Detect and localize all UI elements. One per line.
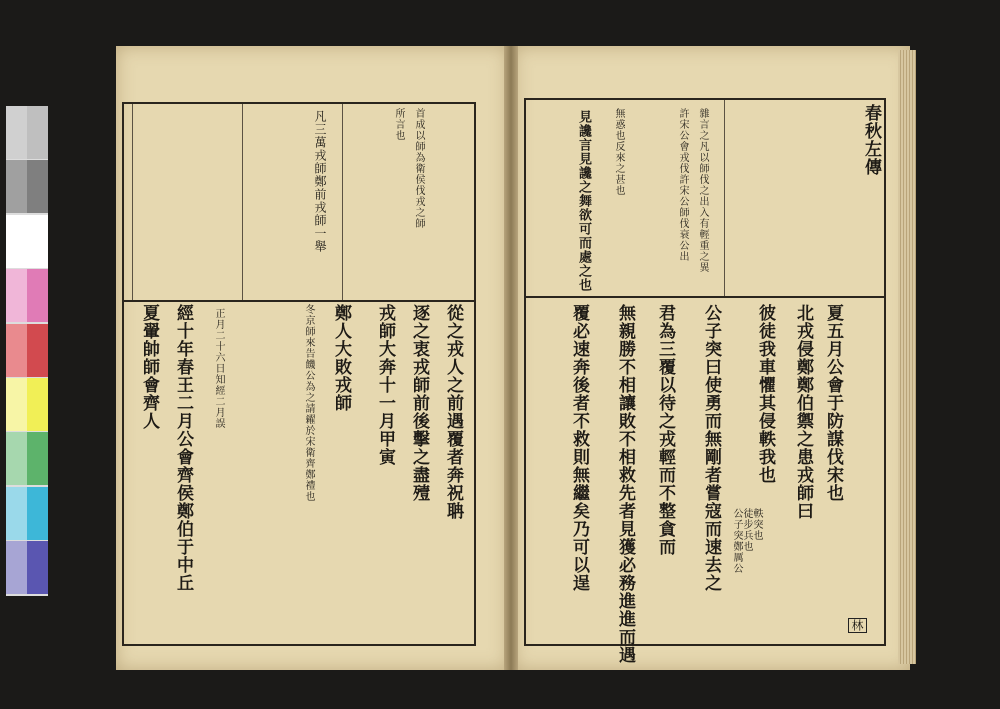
text-column: 夏翬帥師會齊人 bbox=[139, 304, 159, 430]
color-swatch bbox=[27, 160, 48, 213]
book-spine bbox=[504, 46, 518, 670]
color-swatch bbox=[6, 269, 27, 322]
text-column: 冬京師來告饑公為之請糴於宋衛齊鄭禮也 bbox=[303, 304, 314, 502]
color-swatch bbox=[27, 106, 48, 159]
color-swatch bbox=[6, 487, 27, 540]
color-swatch bbox=[6, 215, 27, 268]
commentary-tag: 林 bbox=[848, 618, 867, 633]
color-swatch bbox=[27, 269, 48, 322]
color-swatch bbox=[6, 541, 27, 594]
color-swatch bbox=[27, 378, 48, 431]
left-rule bbox=[242, 104, 243, 300]
small-note: 徒步兵也 bbox=[741, 508, 752, 552]
text-column: 覆必速奔後者不救則無繼矣乃可以逞 bbox=[569, 304, 589, 592]
page-edges bbox=[898, 50, 916, 664]
color-swatch bbox=[27, 487, 48, 540]
note-column: 許宋公會戎伐許宋公師伐衰公出 bbox=[677, 108, 688, 262]
left-rule bbox=[342, 104, 343, 300]
color-swatch bbox=[27, 324, 48, 377]
color-swatch bbox=[27, 215, 48, 268]
note-column: 凡三萬戎師鄭前戎師一舉 bbox=[313, 110, 327, 253]
color-swatch bbox=[6, 378, 27, 431]
small-note: 正月二十六日知經二月誤 bbox=[213, 308, 224, 429]
left-page-divider bbox=[122, 300, 476, 302]
open-book bbox=[112, 38, 920, 678]
color-swatch bbox=[6, 432, 27, 485]
text-column: 從之戎人之前遇覆者奔祝聃 bbox=[443, 304, 463, 520]
small-note: 公子突鄭厲公 bbox=[731, 508, 742, 574]
text-column: 戎師大奔十一月甲寅 bbox=[375, 304, 395, 466]
color-swatch bbox=[6, 324, 27, 377]
text-column: 君為三覆以待之戎輕而不整貪而 bbox=[655, 304, 675, 556]
note-column: 見讒言見讒之舞欲可而處之也 bbox=[576, 110, 591, 292]
small-note: 軼突也 bbox=[751, 508, 762, 541]
note-column: 首成以師為衛侯伐戎之師 bbox=[413, 108, 424, 229]
left-rule bbox=[132, 104, 133, 300]
note-column: 雜言之凡以師伐之出入有輕重之異 bbox=[697, 108, 708, 273]
right-rule bbox=[724, 100, 725, 296]
text-column: 無親勝不相讓敗不相救先者見獲必務進進而遇 bbox=[615, 304, 635, 664]
text-column: 經十年春王二月公會齊侯鄭伯于中丘 bbox=[173, 304, 193, 592]
text-column: 公子突曰使勇而無剛者嘗寇而速去之 bbox=[701, 304, 721, 592]
right-page-divider bbox=[524, 296, 886, 298]
text-column: 夏五月公會于防謀伐宋也 bbox=[823, 304, 843, 502]
text-column: 彼徒我車懼其侵軼我也 bbox=[755, 304, 775, 484]
text-column: 鄭人大敗戎師 bbox=[331, 304, 351, 412]
color-swatch bbox=[6, 106, 27, 159]
note-column: 無惑也反來之甚也 bbox=[613, 108, 624, 196]
page-header: 春秋左傳 bbox=[861, 104, 881, 176]
color-swatch bbox=[27, 541, 48, 594]
color-calibration-bar bbox=[6, 106, 48, 596]
text-column: 北戎侵鄭鄭伯禦之患戎師曰 bbox=[793, 304, 813, 520]
color-swatch bbox=[27, 432, 48, 485]
note-column: 所言也 bbox=[393, 108, 404, 141]
color-swatch bbox=[6, 160, 27, 213]
text-column: 逐之衷戎師前後擊之盡殪 bbox=[409, 304, 429, 502]
